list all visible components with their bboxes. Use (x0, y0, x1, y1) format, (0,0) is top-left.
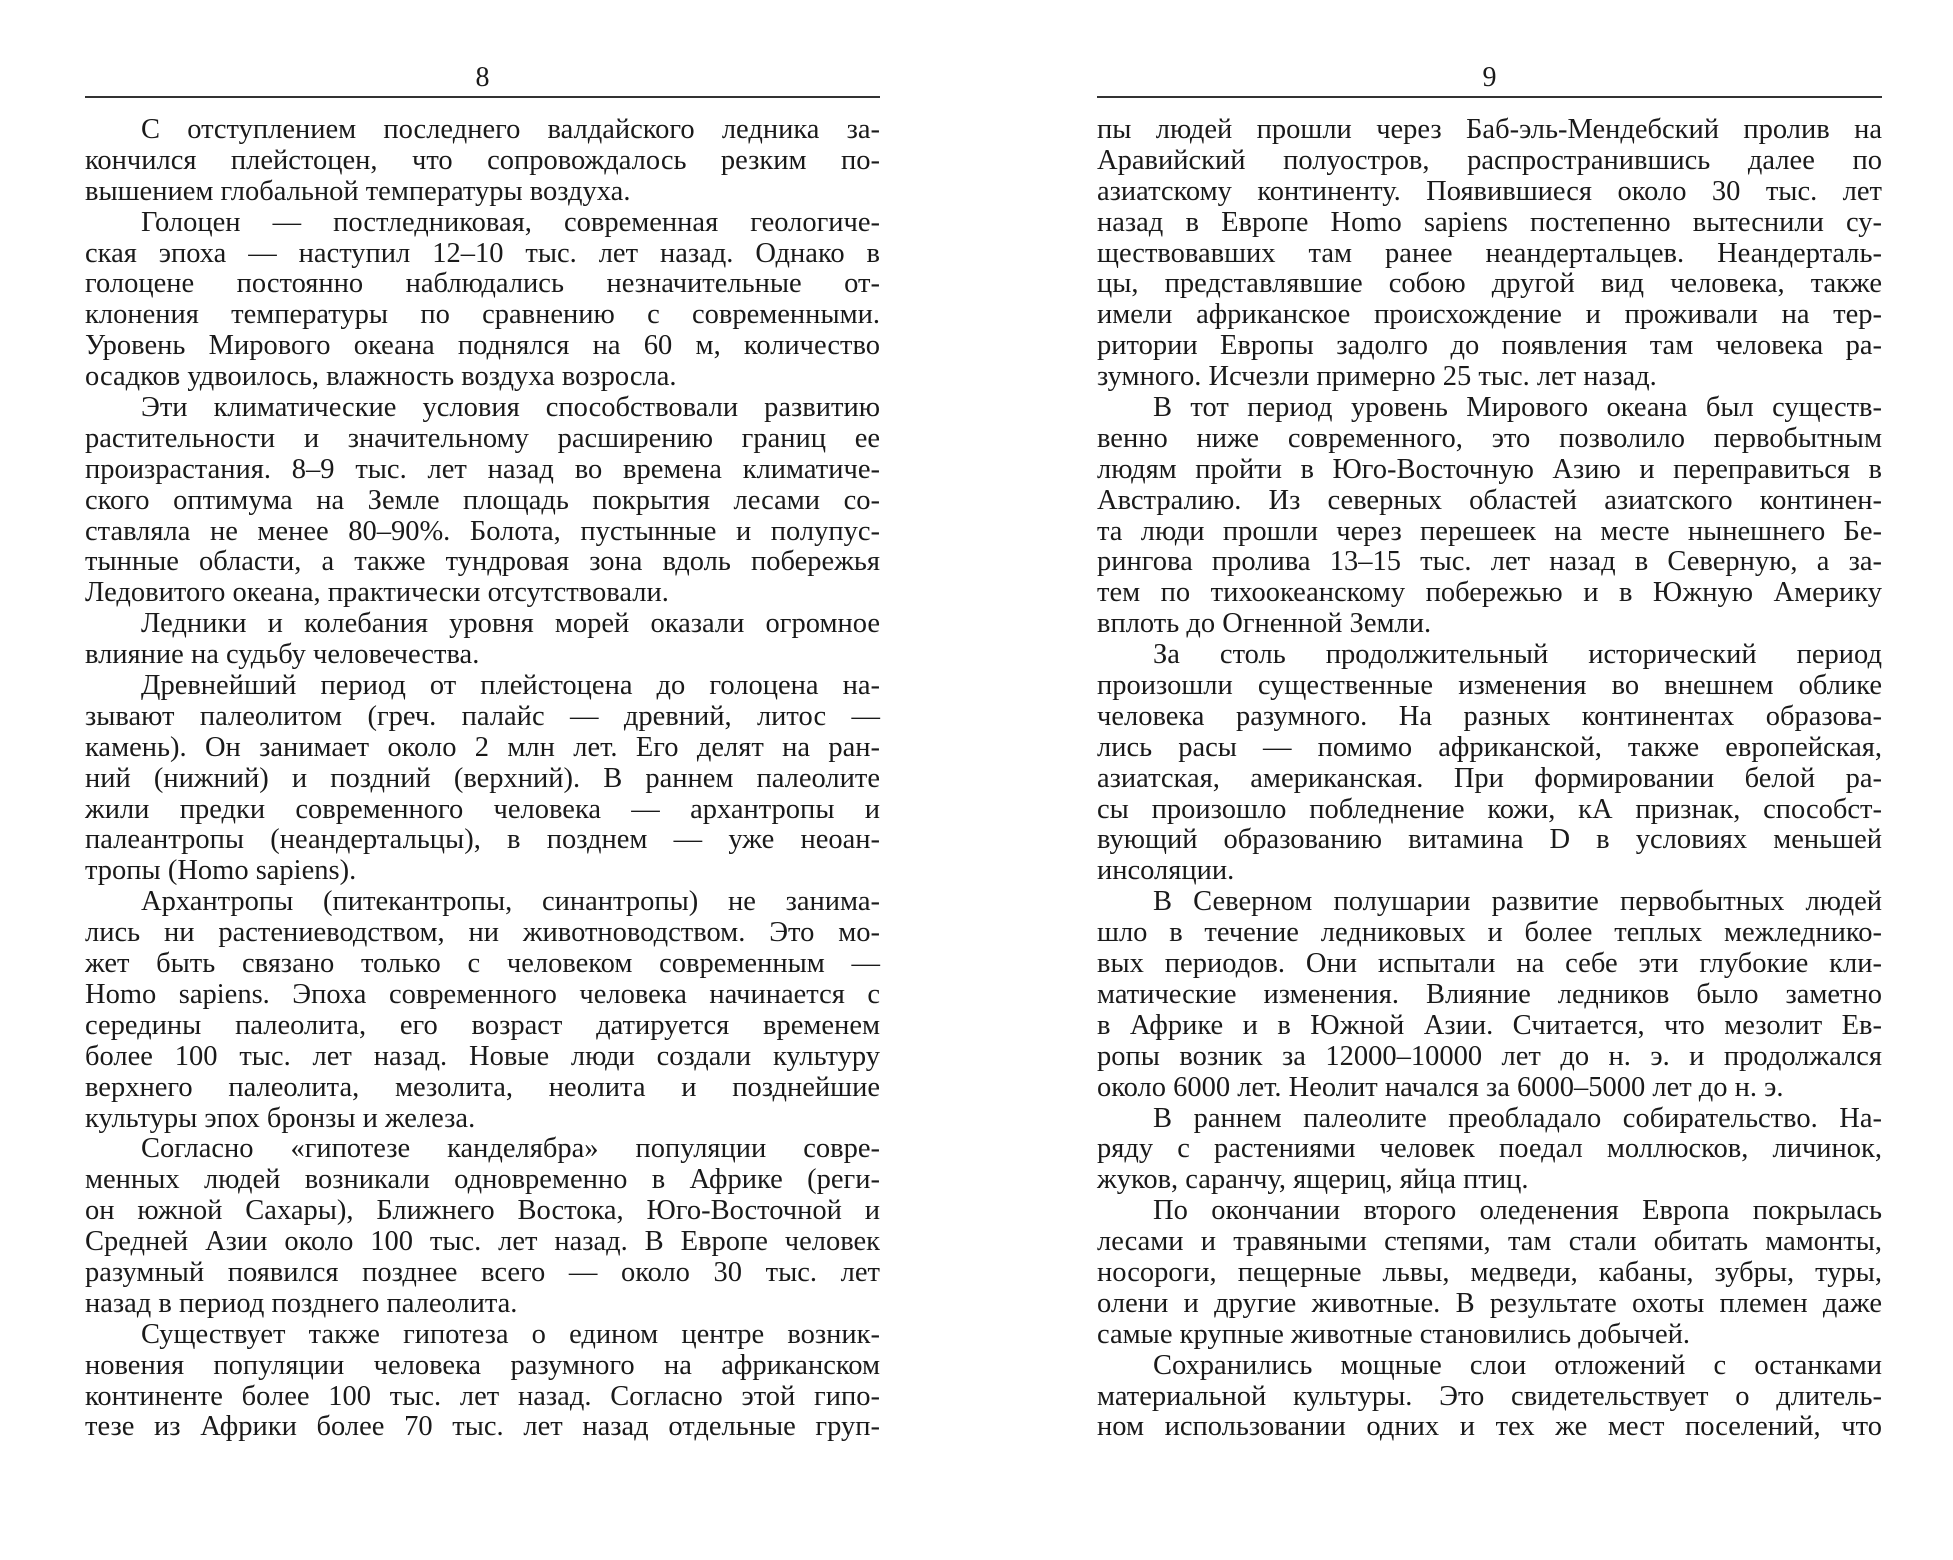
text-line: назад в Европе Homo sapiens постепенно вытеснили су- (1097, 206, 1882, 238)
text-line: В Северном полушарии развитие первобытных людей (1153, 886, 1882, 918)
paragraph (85, 208, 880, 393)
text-line: матические изменения. Влияние ледников было заметно (1097, 978, 1882, 1010)
text-line: Согласно «гипотезе канделябра» популяции совре- (141, 1133, 880, 1165)
text-line: ского оптимума на Земле площадь покрытия лесами со- (85, 484, 880, 516)
text-line: инсоляции. (1097, 855, 1235, 887)
text-line: более 100 тыс. лет назад. Новые люди создали культуру (85, 1040, 880, 1072)
text-line: континенте более 100 тыс. лет назад. Согласно этой гипо- (85, 1380, 880, 1412)
text-line: азиатскому континенту. Появившиеся около 30 тыс. лет (1097, 175, 1882, 207)
text-line: человека разумного. На разных континентах образова- (1097, 700, 1882, 732)
text-line: ская эпоха — наступил 12–10 тыс. лет назад. Однако в (85, 237, 880, 269)
text-line: растительности и значительному расширению границ ее (85, 422, 880, 454)
paragraph (1097, 115, 1882, 393)
text-line: Эти климатические условия способствовали развитию (141, 392, 880, 424)
text-line: жет быть связано только с человеком современным — (85, 948, 880, 980)
paragraph (85, 1134, 880, 1319)
text-line: верхнего палеолита, мезолита, неолита и позднейшие (85, 1071, 880, 1103)
text-line: Средней Азии около 100 тыс. лет назад. В Европе человек (85, 1226, 880, 1258)
text-line: имели африканское происхождение и проживали на тер- (1097, 299, 1882, 331)
paragraph (85, 393, 880, 609)
text-line: та люди прошли через перешеек на месте нынешнего Бе- (1097, 515, 1882, 547)
paragraph (85, 609, 880, 671)
page-number: 8 (475, 62, 490, 93)
text-line: ряду с растениями человек поедал моллюсков, личинок, (1097, 1133, 1882, 1165)
text-line: ропы возник за 12000–10000 лет до н. э. и продолжался (1097, 1040, 1882, 1072)
text-line: людям пройти в Юго-Восточную Азию и переправиться в (1097, 453, 1882, 485)
text-line: Аравийский полуостров, распространившись далее по (1097, 144, 1882, 176)
text-line: назад в период позднего палеолита. (85, 1287, 518, 1319)
text-line: культуры эпох бронзы и железа. (85, 1102, 476, 1134)
text-line: тынные области, а также тундровая зона вдоль побережья (85, 546, 880, 578)
text-line: Ледники и колебания уровня морей оказали огромное (141, 608, 880, 640)
header-rule (85, 96, 880, 98)
text-line: зывают палеолитом (греч. палайс — древний, литос — (85, 700, 880, 732)
text-line: влияние на судьбу человечества. (85, 639, 480, 671)
text-line: Архантропы (питекантропы, синантропы) не занима- (141, 886, 880, 918)
text-line: около 6000 лет. Неолит начался за 6000–5000 лет до н. э. (1097, 1071, 1784, 1103)
text-line: ставляла не менее 80–90%. Болота, пустынные и полупус- (85, 515, 880, 547)
text-line: лись ни растениеводством, ни животноводством. Это мо- (85, 917, 880, 949)
text-line: тезе из Африки более 70 тыс. лет назад отдельные груп- (85, 1411, 880, 1443)
text-line: вующий образованию витамина D в условиях меньшей (1097, 824, 1882, 856)
text-line: материальной культуры. Это свидетельствует о длитель- (1097, 1380, 1882, 1412)
text-line: пы людей прошли через Баб-эль-Мендебский пролив на (1097, 114, 1882, 145)
text-line: произошли существенные изменения во внешнем облике (1097, 670, 1882, 702)
text-line: Сохранились мощные слои отложений с останками (1153, 1349, 1882, 1381)
text-line: вышением глобальной температуры воздуха. (85, 175, 631, 207)
text-line: олени и другие животные. В результате охоты племен даже (1097, 1287, 1882, 1319)
text-line: Австралию. Из северных областей азиатского континен- (1097, 484, 1882, 516)
text-line: рингова пролива 13–15 тыс. лет назад в Северную, а за- (1097, 546, 1882, 578)
paragraph (1097, 393, 1882, 640)
text-line: менных людей возникали одновременно в Африке (реги- (85, 1164, 880, 1196)
page-number: 9 (1482, 62, 1497, 93)
text-line: разумный появился позднее всего — около 30 тыс. лет (85, 1256, 880, 1288)
text-line: жуков, саранчу, ящериц, яйца птиц. (1097, 1164, 1529, 1196)
text-line: ществовавших там ранее неандертальцев. Неандерталь- (1097, 237, 1882, 269)
header-rule (1097, 96, 1882, 98)
text-line: Homo sapiens. Эпоха современного человека начинается с (85, 978, 880, 1010)
text-line: венно ниже современного, это позволило первобытным (1097, 422, 1882, 454)
page-body (1097, 115, 1882, 1443)
text-line: голоцене постоянно наблюдались незначительные от- (85, 268, 880, 300)
text-line: тропы (Homo sapiens). (85, 855, 357, 887)
text-line: сы произошло побледнение кожи, кА признак, способст- (1097, 793, 1882, 825)
text-line: осадков удвоилось, влажность воздуха возросла. (85, 361, 677, 393)
text-line: тем по тихоокеанскому побережью и в Южную Америку (1097, 577, 1882, 609)
text-line: произрастания. 8–9 тыс. лет назад во времена климатиче- (85, 453, 880, 485)
text-line: кончился плейстоцен, что сопровождалось резким по- (85, 144, 880, 176)
text-line: В раннем палеолите преобладало собирательство. На- (1153, 1102, 1882, 1134)
text-line: шло в течение ледниковых и более теплых межледнико- (1097, 917, 1882, 949)
text-line: палеантропы (неандертальцы), в позднем — уже неоан- (85, 824, 880, 856)
text-line: середины палеолита, его возраст датируется временем (85, 1009, 880, 1041)
text-line: клонения температуры по сравнению с современными. (85, 299, 880, 331)
paragraph (1097, 1196, 1882, 1350)
page-body (85, 115, 880, 1443)
text-line: С отступлением последнего валдайского ледника за- (141, 114, 880, 145)
text-line: азиатская, американская. При формировании белой ра- (1097, 762, 1882, 794)
text-line: ном использовании одних и тех же мест поселений, что (1097, 1411, 1882, 1443)
paragraph (85, 115, 880, 208)
paragraph (1097, 640, 1882, 887)
text-line: вплоть до Огненной Земли. (1097, 608, 1432, 640)
text-line: Голоцен — постледниковая, современная геологиче- (141, 206, 880, 238)
text-line: в Африке и в Южной Азии. Считается, что мезолит Ев- (1097, 1009, 1882, 1041)
paragraph (1097, 887, 1882, 1103)
paragraph (85, 887, 880, 1134)
paragraph (1097, 1351, 1882, 1444)
text-line: Существует также гипотеза о едином центре возник- (141, 1318, 880, 1350)
text-line: он южной Сахары), Ближнего Востока, Юго-Восточной и (85, 1195, 880, 1227)
paragraph (85, 671, 880, 887)
text-line: самые крупные животные становились добычей. (1097, 1318, 1691, 1350)
text-line: лись расы — помимо африканской, также европейская, (1097, 731, 1882, 763)
text-line: лесами и травяными степями, там стали обитать мамонты, (1097, 1226, 1882, 1258)
text-line: новения популяции человека разумного на африканском (85, 1349, 880, 1381)
text-line: зумного. Исчезли примерно 25 тыс. лет назад. (1097, 361, 1657, 393)
text-line: носороги, пещерные львы, медведи, кабаны, зубры, туры, (1097, 1256, 1882, 1288)
text-line: вых периодов. Они испытали на себе эти глубокие кли- (1097, 948, 1882, 980)
paragraph (1097, 1104, 1882, 1197)
text-line: жили предки современного человека — архантропы и (85, 793, 880, 825)
text-line: Древнейший период от плейстоцена до голоцена на- (141, 670, 880, 702)
paragraph (85, 1320, 880, 1444)
text-line: цы, представлявшие собою другой вид человека, также (1097, 268, 1882, 300)
text-line: Уровень Мирового океана поднялся на 60 м, количество (85, 330, 880, 362)
text-line: По окончании второго оледенения Европа покрылась (1153, 1195, 1882, 1227)
text-line: Ледовитого океана, практически отсутствовали. (85, 577, 669, 609)
text-line: ний (нижний) и поздний (верхний). В раннем палеолите (85, 762, 880, 794)
text-line: камень). Он занимает около 2 млн лет. Его делят на ран- (85, 731, 880, 763)
text-line: ритории Европы задолго до появления там человека ра- (1097, 330, 1882, 362)
text-line: За столь продолжительный исторический период (1153, 639, 1882, 671)
text-line: В тот период уровень Мирового океана был существ- (1153, 392, 1882, 424)
